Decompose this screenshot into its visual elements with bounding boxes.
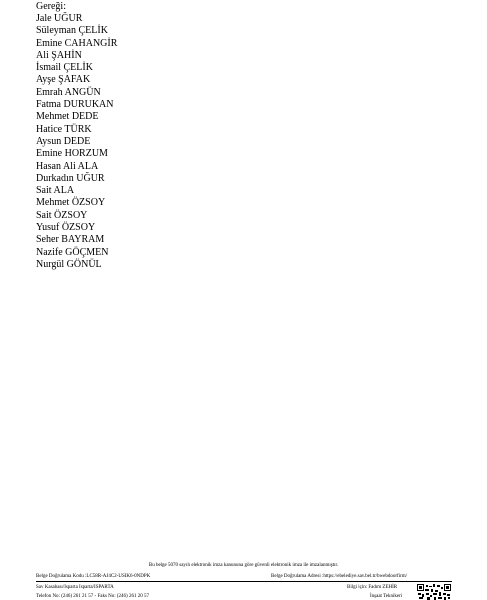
recipient-name: Nurgül GÖNÜL [36,258,102,270]
recipient-name: Yusuf ÖZSOY [36,222,96,234]
recipient-name: Seher BAYRAM [36,234,105,246]
verification-code: Belge Doğrulama Kodu :LC58R-AJ4C2-USIK6-0NDPK [36,574,151,579]
address: Sav Kasabası/Isparta Isparta/ISPARTA [36,585,114,590]
recipient-name: Durkadın UĞUR [36,172,105,184]
recipient-name: Sait ALA [36,185,75,197]
section-label: Gereği: [36,1,66,12]
contact-person: Bilgi için: Fadım ZEHİR [347,585,398,590]
recipient-name: Nazife GÖÇMEN [36,246,109,258]
document-footer [0,560,487,600]
verification-url[interactable]: Belge Doğrulama Adresi :https://ebelediye.sav.bel.tr/bwebdoorfirm/ [271,574,408,579]
recipient-name: Ali ŞAHİN [36,49,82,61]
recipient-name: Hatice TÜRK [36,123,92,135]
recipient-name: Hasan Ali ALA [36,160,99,172]
recipient-name: Emrah ANGÜN [36,86,101,98]
recipient-name: Emine CAHANGİR [36,37,118,49]
contact-title: İnşaat Teknikeri [370,594,403,599]
recipient-list [36,13,117,271]
footer-divider [36,581,452,582]
recipient-name: Aysun DEDE [36,135,91,147]
qr-code-icon [417,584,451,600]
recipient-name: Emine HORZUM [36,148,108,160]
recipient-name: Süleyman ÇELİK [36,25,108,37]
recipient-name: Ayşe ŞAFAK [36,74,91,86]
recipient-name: Mehmet ÖZSOY [36,197,106,209]
recipient-name: Fatma DURUKAN [36,99,114,111]
recipient-name: Sait ÖZSOY [36,209,88,221]
e-signature-notice: Bu belge 5070 sayılı elektronik imza kanununa göre güvenli elektronik imza ile imzalanmıştır. [148,563,339,568]
recipient-name: İsmail ÇELİK [36,62,93,74]
phone-fax: Telefon No: (246) 261 21 57 - Faks No: (246) 261 20 57 [36,594,149,599]
recipient-name: Mehmet DEDE [36,111,99,123]
recipient-name: Jale UĞUR [36,13,83,24]
